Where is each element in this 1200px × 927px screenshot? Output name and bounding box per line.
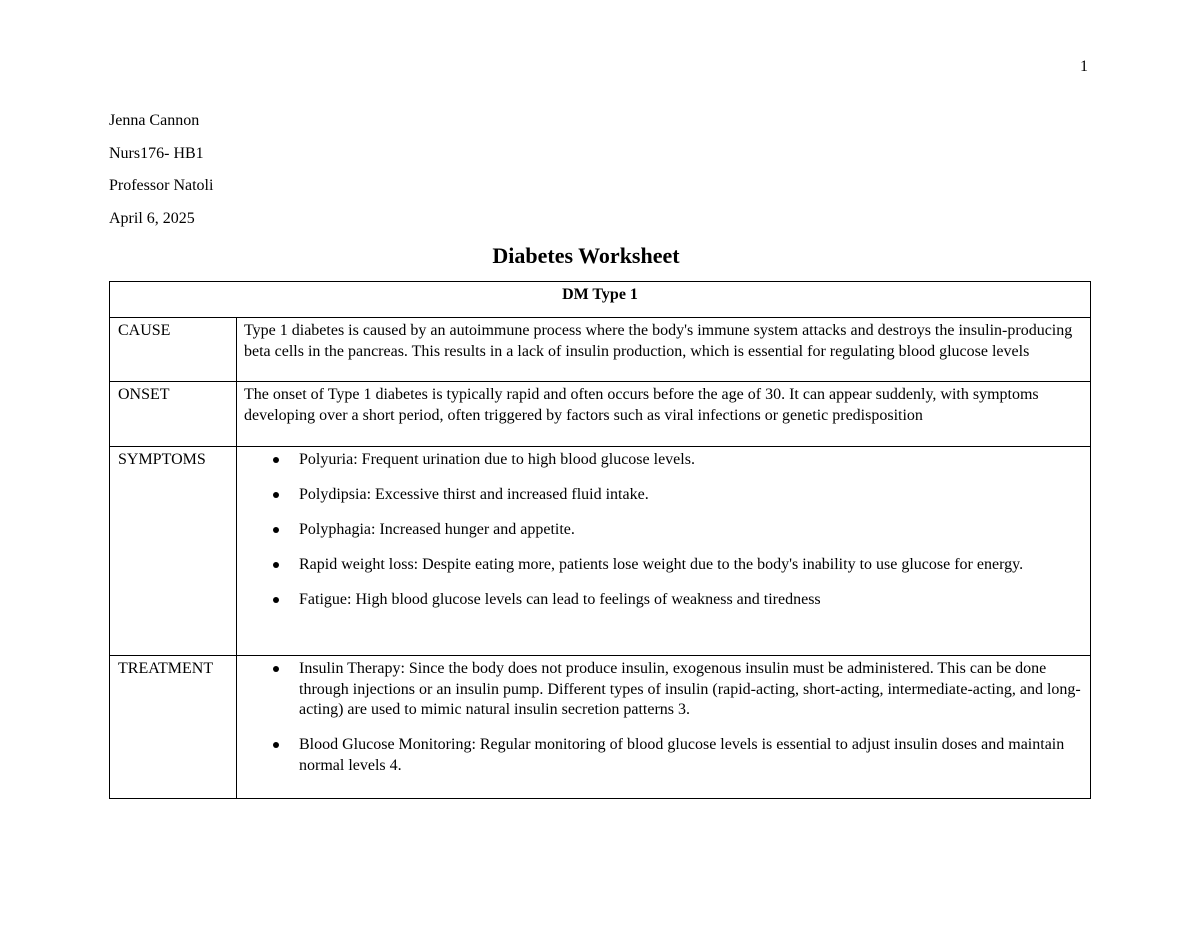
bullet-icon — [273, 457, 279, 463]
row-label-cause: CAUSE — [110, 318, 237, 382]
row-label-treatment: TREATMENT — [110, 656, 237, 799]
bullet-icon — [273, 742, 279, 748]
row-content-onset: The onset of Type 1 diabetes is typically rapid and often occurs before the age of 30. It can appear suddenly, with symptoms developing over a short period, often triggered by factors such as viral infections or genetic predisposition — [237, 382, 1091, 447]
list-item-text: Blood Glucose Monitoring: Regular monitoring of blood glucose levels is essential to adjust insulin doses and maintain normal levels 4. — [299, 736, 1065, 774]
list-item — [237, 482, 1082, 506]
bullet-icon — [273, 527, 279, 533]
professor-name: Professor Natoli — [109, 177, 214, 195]
list-item-text: Fatigue: High blood glucose levels can lead to feelings of weakness and tiredness — [299, 591, 821, 608]
list-item — [237, 552, 1082, 576]
symptoms-list — [237, 447, 1082, 611]
list-item-text: Rapid weight loss: Despite eating more, patients lose weight due to the body's inability to use glucose for energy. — [299, 556, 1024, 573]
list-item-text: Insulin Therapy: Since the body does not produce insulin, exogenous insulin must be administered. This can be done through injections or an insulin pump. Different types of insulin (rapid-acting, short-acting, intermediate-acting, and long-acting) are used to mimic natural insulin secretion patterns 3. — [299, 660, 1081, 718]
list-item — [237, 447, 1082, 471]
list-item — [237, 732, 1082, 776]
list-item-text: Polyphagia: Increased hunger and appetite. — [299, 521, 575, 538]
row-label-symptoms: SYMPTOMS — [110, 447, 237, 656]
list-item-text: Polydipsia: Excessive thirst and increased fluid intake. — [299, 486, 649, 503]
row-content-symptoms — [237, 447, 1091, 656]
list-item — [237, 517, 1082, 541]
bullet-icon — [273, 562, 279, 568]
bullet-icon — [273, 597, 279, 603]
table-row-cause — [110, 318, 1091, 382]
document-header — [109, 112, 213, 243]
student-name: Jenna Cannon — [109, 112, 200, 129]
list-item — [237, 587, 1082, 611]
table-row-treatment — [110, 656, 1091, 799]
document-title: Diabetes Worksheet — [492, 243, 680, 268]
table-row-onset — [110, 382, 1091, 447]
list-item — [237, 656, 1082, 721]
document-date: April 6, 2025 — [109, 210, 195, 228]
table-row-symptoms — [110, 447, 1091, 656]
list-item-text: Polyuria: Frequent urination due to high blood glucose levels. — [299, 451, 695, 468]
course-code: Nurs176- HB1 — [109, 144, 204, 162]
row-content-treatment — [237, 656, 1091, 799]
worksheet-table — [109, 281, 1091, 799]
bullet-icon — [273, 666, 279, 672]
page-number: 1 — [1080, 58, 1088, 75]
row-content-cause: Type 1 diabetes is caused by an autoimmune process where the body's immune system attacks and destroys the insulin-producing beta cells in the pancreas. This results in a lack of insulin production, which is essential for regulating blood glucose levels — [237, 318, 1091, 382]
row-label-onset: ONSET — [110, 382, 237, 447]
table-header-row — [110, 282, 1091, 318]
table-type-header: DM Type 1 — [110, 282, 1091, 318]
treatment-list — [237, 656, 1082, 776]
bullet-icon — [273, 492, 279, 498]
